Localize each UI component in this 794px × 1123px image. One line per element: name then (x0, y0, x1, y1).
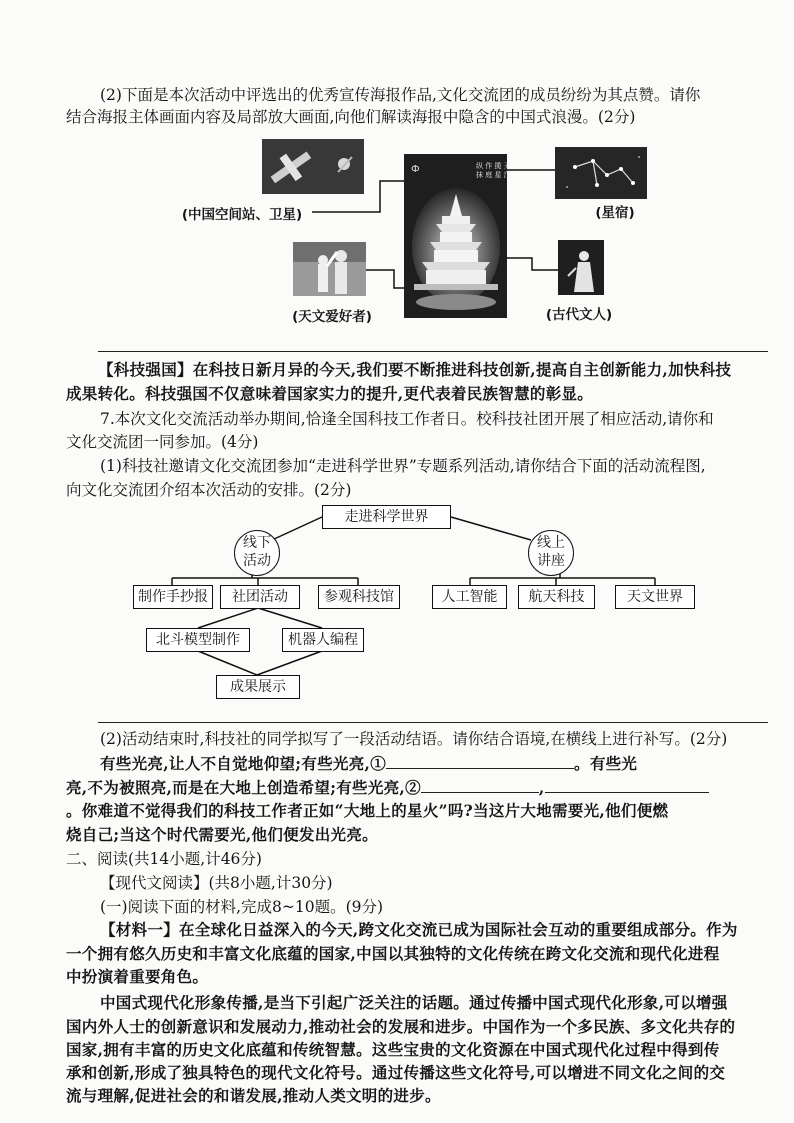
tech-section-line-1: 【科技强国】在科技日新月异的今天,我们要不断推进科技创新,提高自主创新能力,加快科技 (98, 360, 732, 379)
caption-station: (中国空间站、卫星) (181, 207, 303, 223)
q2-line-1: (2)下面是本次活动中评选出的优秀宣传海报作品,文化交流团的成员纷纷为其点赞。请你 (100, 86, 701, 104)
caption-fans: (天文爱好者) (292, 309, 372, 325)
paragraph-2-line-1: 中国式现代化形象传播,是当下引起广泛关注的话题。通过传播中国式现代化形象,可以增强 (100, 993, 728, 1012)
q7-2-line-3-b: , (538, 778, 545, 797)
q7-2-line-4: 。你难道不觉得我们的科技工作者正如“大地上的星火”吗?当这片大地需要光,他们便燃 (66, 801, 669, 820)
flow-result-box: 成果展示 (216, 675, 300, 699)
paragraph-2-line-2: 国内外人士的创新意识和发展动力,推动社会的发展和进步。中国作为一个多民族、多文化共存的 (66, 1017, 736, 1036)
flow-online-item-1: 人工智能 (432, 585, 507, 609)
q7-2-line-1: (2)活动结束时,科技社的同学拟写了一段活动结语。请你结合语境,在横线上进行补写。(2分) (100, 730, 728, 748)
paragraph-2-line-4: 承和创新,形成了独具特色的现代文化符号。通过传播这些文化符号,可以增进不同文化之间的交 (66, 1063, 726, 1082)
flow-online-item-3: 天文世界 (615, 585, 695, 609)
q7-2-line-2 (100, 752, 772, 775)
caption-ancient: (古代文人) (545, 307, 613, 323)
paragraph-2-line-3: 国家,拥有丰富的历史文化底蕴和传统智慧。这些宝贵的文化资源在中国式现代化过程中得到传 (66, 1040, 720, 1059)
q7-line-2: 文化交流团一同参加。(4分) (66, 433, 259, 451)
flow-online-label: 线上讲座 (537, 535, 565, 569)
q7-2-line-3 (66, 776, 772, 799)
answer-blank-2a[interactable] (421, 776, 539, 793)
flow-offline-item-2: 社团活动 (220, 585, 300, 609)
caption-stars: (星宿) (595, 205, 635, 221)
tech-section-line-2: 成果转化。科技强国不仅意味着国家实力的提升,更代表着民族智慧的彰显。 (66, 384, 594, 403)
material-1-line-2: 一个拥有悠久历史和丰富文化底蕴的国家,中国以其独特的文化传统在跨文化交流和现代化进程 (66, 944, 720, 963)
answer-blank-2b[interactable] (545, 776, 709, 793)
q7-2-line-2-a: 有些光亮,让人不自觉地仰望;有些光亮,① (100, 754, 387, 773)
paragraph-2-line-5: 流与理解,促进社会的和谐发展,推动人类文明的进步。 (66, 1086, 441, 1105)
q7-sub1-line-2: 向文化交流团介绍本次活动的安排。(2分) (66, 481, 352, 499)
q7-2-line-5: 烧自己;当这个时代需要光,他们便发出光亮。 (66, 825, 378, 844)
answer-blank-1[interactable] (386, 752, 574, 769)
flow-online-circle (528, 530, 574, 576)
poster-vertical-text: 纵 作 揽 天 抹 庭 星 汉 (476, 162, 511, 179)
flow-offline-item-1: 制作手抄报 (133, 585, 213, 609)
reading-sub-heading: 【现代文阅读】(共8小题,计30分) (100, 874, 333, 892)
reading-part-1: (一)阅读下面的材料,完成8~10题。(9分) (100, 898, 384, 916)
q7-2-line-2-b: 。有些光 (574, 754, 638, 773)
divider-rule-2 (98, 722, 768, 723)
reading-heading: 二、阅读(共14小题,计46分) (66, 850, 262, 868)
flow-offline-label: 线下活动 (243, 535, 271, 569)
material-1-line-3: 中扮演着重要角色。 (66, 967, 209, 986)
q2-line-2: 结合海报主体画面内容及局部放大画面,向他们解读海报中隐含的中国式浪漫。(2分) (66, 108, 636, 126)
q7-2-line-3-a: 亮,不为被照亮,而是在大地上创造希望;有些光亮,② (66, 778, 421, 797)
flow-offline-item-3: 参观科技馆 (318, 585, 400, 609)
flow-offline-circle (234, 530, 280, 576)
flow-root-box: 走进科学世界 (322, 505, 451, 529)
flow-club-item-1: 北斗模型制作 (146, 628, 250, 652)
flow-online-item-2: 航天科技 (518, 585, 595, 609)
q7-line-1: 7.本次文化交流活动举办期间,恰逢全国科技工作者日。校科技社团开展了相应活动,请你和 (100, 410, 714, 428)
q7-sub1-line-1: (1)科技社邀请文化交流团参加“走进科学世界”专题系列活动,请你结合下面的活动流程图, (100, 457, 706, 475)
flow-club-item-2: 机器人编程 (282, 628, 364, 652)
svg-text:Ф: Ф (411, 164, 420, 175)
material-1-line-1: 【材料一】在全球化日益深入的今天,跨文化交流已成为国际社会互动的重要组成部分。作为 (100, 920, 738, 939)
